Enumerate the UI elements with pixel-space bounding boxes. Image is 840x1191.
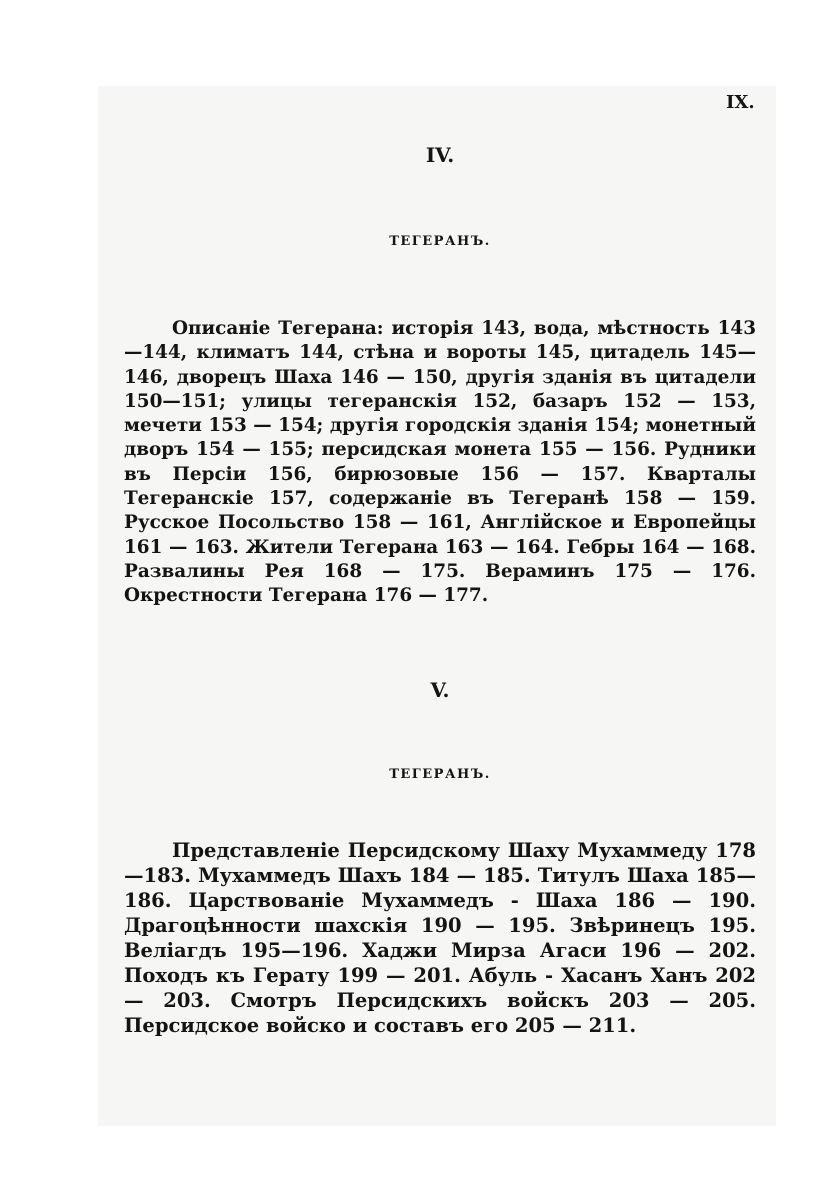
section-title-v: ТЕГЕРАНЪ. xyxy=(389,767,491,782)
section-numeral-v: V. xyxy=(430,678,450,702)
section-text-v: Представленіе Персидскому Шаху Мухаммеду 178—183. Мухаммедъ Шахъ 184 — 185. Титулъ Шаха 185—186. Царствованіе Мухаммедъ - Шаха 186 — 190. Драгоцѣнности шахскія 190 — 195. Звѣринецъ 195. Веліагдъ 195—196. Хаджи Мирза Агаси 196 — 202. Походъ къ Герату 199 — 201. Абуль - Хасанъ Ханъ 202 — 203. Смотръ Персидскихъ войскъ 203 — 205. Персидское войско и составъ его 205 — 211. xyxy=(124,839,756,1037)
section-title-iv: ТЕГЕРАНЪ. xyxy=(389,234,491,249)
page-number: IX. xyxy=(726,92,755,113)
section-text-iv: Описаніе Тегерана: исторія 143, вода, мѣстность 143—144, климатъ 144, стѣна и вороты 145, цитадель 145—146, дворецъ Шаха 146 — 150, другія зданія въ цитадели 150—151; улицы тегеранскія 152, базаръ 152 — 153, мечети 153 — 154; другія городскія зданія 154; монетный дворъ 154 — 155; персидская монета 155 — 156. Рудники въ Персіи 156, бирюзовые 156 — 157. Кварталы Тегеранскіе 157, содержаніе въ Тегеранѣ 158 — 159. Русское Посольство 158 — 161, Англійское и Европейцы 161 — 163. Жители Тегерана 163 — 164. Гебры 164 — 168. Развалины Рея 168 — 175. Вераминъ 175 — 176. Окрестности Тегерана 176 — 177. xyxy=(124,318,756,607)
section-numeral-iv: IV. xyxy=(425,143,455,167)
